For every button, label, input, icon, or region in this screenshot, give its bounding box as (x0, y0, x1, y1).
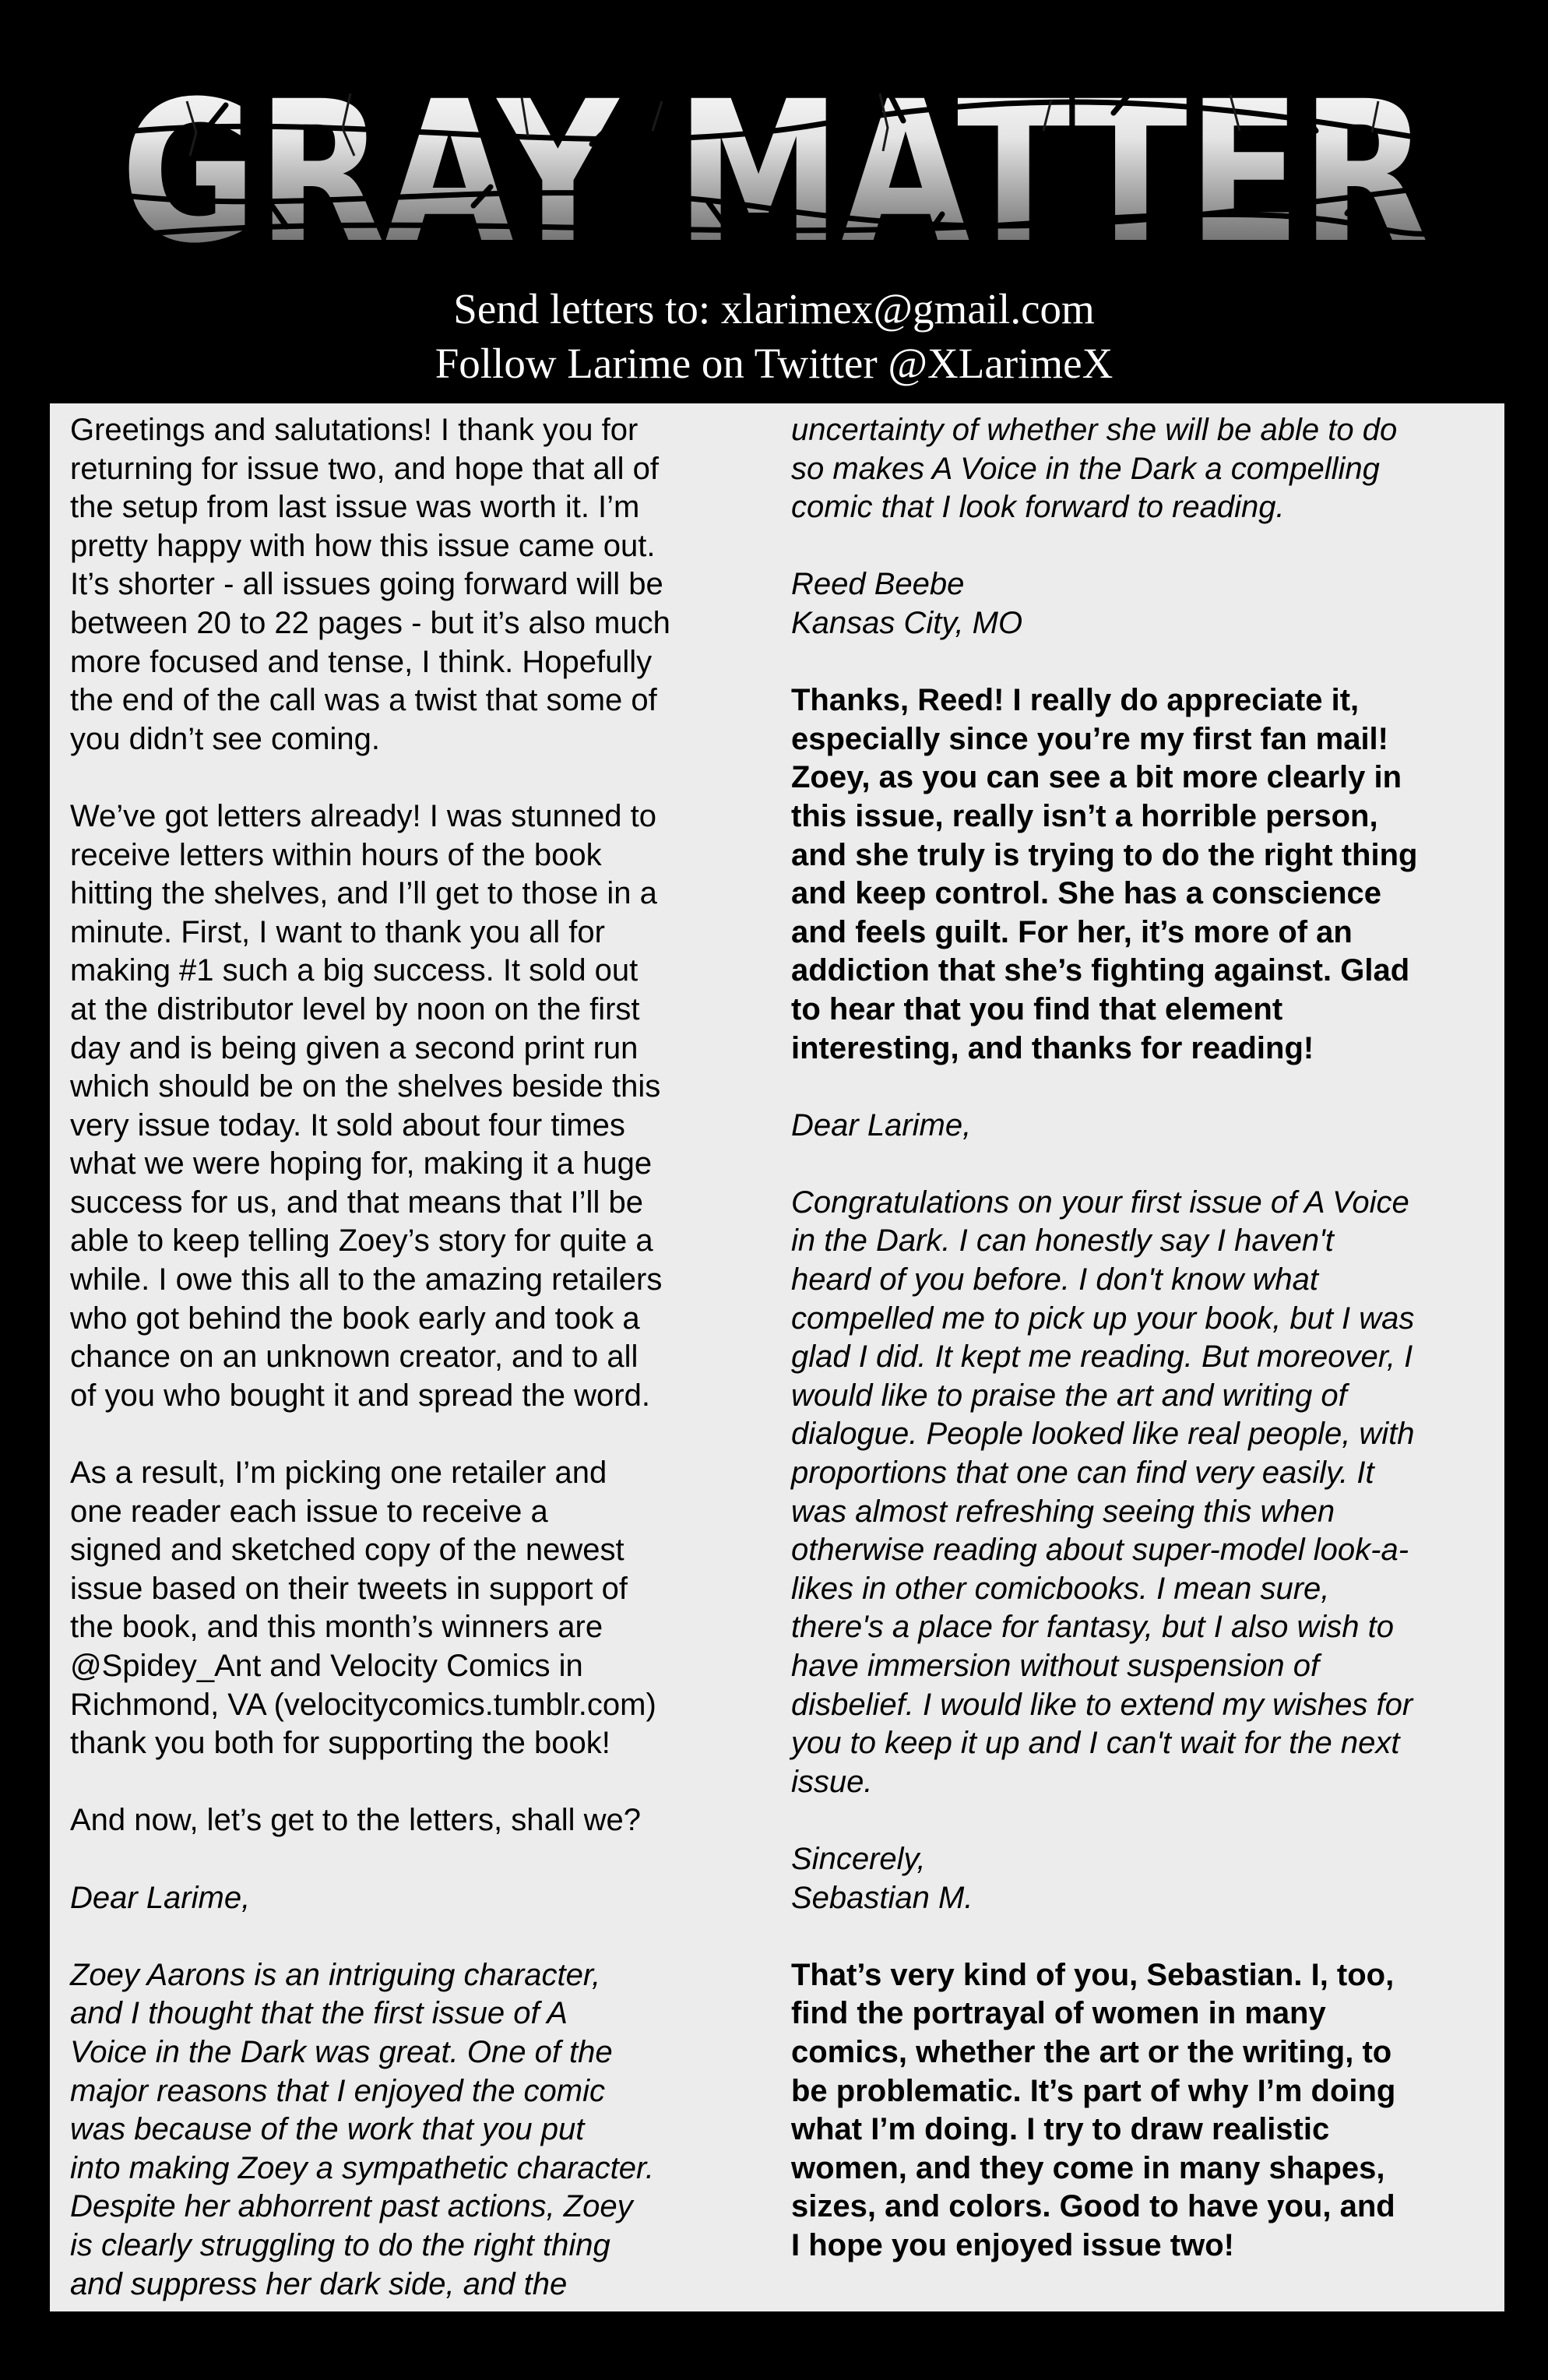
text-line: I hope you enjoyed issue two! (791, 2227, 1234, 2262)
logo-graphic (117, 59, 1433, 286)
text-line: receive letters within hours of the book (70, 837, 602, 872)
reply1-paragraph (791, 681, 1492, 1068)
text-line: and suppress her dark side, and the (70, 2266, 568, 2301)
text-line: one reader each issue to receive a (70, 1494, 548, 1529)
text-line: you didn’t see coming. (70, 721, 381, 756)
reply2-paragraph (791, 1956, 1492, 2266)
text-line: disbelief. I would like to extend my wishes for (791, 1687, 1413, 1722)
contact-info (0, 282, 1548, 391)
contest-paragraph (70, 1454, 771, 1763)
text-line: able to keep telling Zoey’s story for quite a (70, 1223, 653, 1259)
transition-paragraph (70, 1801, 771, 1840)
text-line: was because of the work that you put (70, 2112, 585, 2147)
text-line: signed and sketched copy of the newest (70, 1533, 624, 1568)
page-header (0, 0, 1548, 403)
text-line: and I thought that the first issue of A (70, 1996, 568, 2031)
letter2-body (791, 1184, 1492, 1802)
letter2-signature (791, 1840, 1492, 1917)
text-line: Voice in the Dark was great. One of the (70, 2034, 613, 2069)
text-line: especially since you’re my first fan mail! (791, 721, 1388, 756)
text-line: dialogue. People looked like real people, with (791, 1417, 1415, 1452)
text-line: Sincerely, (791, 1841, 926, 1876)
text-line: and keep control. She has a conscience (791, 876, 1382, 911)
text-line: is clearly struggling to do the right thing (70, 2227, 610, 2262)
text-line: addiction that she’s fighting against. Glad (791, 953, 1410, 988)
text-line: Dear Larime, (70, 1880, 251, 1915)
text-line: into making Zoey a sympathetic character. (70, 2150, 654, 2185)
text-line: more focused and tense, I think. Hopefully (70, 644, 653, 679)
contact-email-line: Send letters to: xlarimex@gmail.com (453, 285, 1095, 333)
text-line: That’s very kind of you, Sebastian. I, too, (791, 1957, 1395, 1992)
text-line: who got behind the book early and took a (70, 1301, 640, 1336)
text-line: the setup from last issue was worth it. I’m (70, 490, 640, 525)
text-line: Dear Larime, (791, 1107, 972, 1142)
letter1-body (70, 1956, 771, 2304)
text-line: was almost refreshing seeing this when (791, 1494, 1335, 1529)
text-line: what I’m doing. I try to draw realistic (791, 2112, 1330, 2147)
letter1-signature (791, 565, 1492, 643)
text-line: women, and they come in many shapes, (791, 2150, 1385, 2185)
text-line: Zoey Aarons is an intriguing character, (70, 1957, 601, 1992)
left-column (70, 411, 771, 2304)
text-line: uncertainty of whether she will be able to do (791, 413, 1398, 447)
text-line: comics, whether the art or the writing, to (791, 2034, 1392, 2069)
text-line: and feels guilt. For her, it’s more of an (791, 914, 1353, 949)
text-line: And now, let’s get to the letters, shall we? (70, 1803, 642, 1838)
text-line: have immersion without suspension of (791, 1649, 1320, 1683)
text-line: Congratulations on your first issue of A Voice (791, 1185, 1409, 1220)
text-line: hitting the shelves, and I’ll get to those in a (70, 876, 657, 911)
text-line: @Spidey_Ant and Velocity Comics in (70, 1649, 583, 1683)
text-line: It’s shorter - all issues going forward will be (70, 567, 663, 602)
text-line: compelled me to pick up your book, but I was (791, 1301, 1415, 1336)
intro-paragraph (70, 411, 771, 759)
letter2-salutation (791, 1107, 1492, 1146)
letter1-salutation (70, 1879, 771, 1918)
text-line: Sebastian M. (791, 1880, 973, 1915)
text-line: As a result, I’m picking one retailer and (70, 1456, 607, 1491)
text-line: Despite her abhorrent past actions, Zoey (70, 2189, 633, 2224)
text-line: and she truly is trying to do the right thing (791, 837, 1418, 872)
text-line: which should be on the shelves beside this (70, 1069, 661, 1104)
text-line: Kansas City, MO (791, 605, 1023, 640)
text-line: to hear that you find that element (791, 991, 1283, 1026)
letter1-body-continued (791, 411, 1492, 527)
text-line: be problematic. It’s part of why I’m doing (791, 2073, 1396, 2108)
text-line: what we were hoping for, making it a huge (70, 1146, 653, 1181)
contact-twitter-line: Follow Larime on Twitter @XLarimeX (434, 340, 1114, 387)
text-line: day and is being given a second print run (70, 1030, 639, 1065)
text-line: issue. (791, 1764, 873, 1799)
text-line: Greetings and salutations! I thank you for (70, 413, 639, 447)
text-line: issue based on their tweets in support of (70, 1571, 628, 1606)
letters-announcement-paragraph (70, 797, 771, 1416)
text-line: likes in other comicbooks. I mean sure, (791, 1571, 1330, 1606)
text-line: Reed Beebe (791, 567, 965, 602)
text-line: major reasons that I enjoyed the comic (70, 2073, 606, 2108)
text-line: thank you both for supporting the book! (70, 1726, 610, 1761)
text-line: glad I did. It kept me reading. But moreover, I (791, 1340, 1413, 1375)
text-line: interesting, and thanks for reading! (791, 1030, 1314, 1065)
text-line: chance on an unknown creator, and to all (70, 1340, 639, 1375)
text-line: Zoey, as you can see a bit more clearly in (791, 760, 1402, 795)
text-line: Thanks, Reed! I really do appreciate it, (791, 683, 1360, 718)
text-line: you to keep it up and I can't wait for the next (791, 1726, 1400, 1761)
text-line: while. I owe this all to the amazing retailers (70, 1262, 663, 1297)
text-line: between 20 to 22 pages - but it’s also much (70, 605, 670, 640)
logo-text: GRAY MATTER (121, 59, 1429, 286)
gray-matter-logo (117, 59, 1433, 286)
text-line: proportions that one can find very easily. It (791, 1456, 1374, 1491)
text-line: of you who bought it and spread the word. (70, 1378, 650, 1413)
text-line: returning for issue two, and hope that all of (70, 451, 660, 486)
text-line: sizes, and colors. Good to have you, and (791, 2189, 1395, 2224)
text-line: the book, and this month’s winners are (70, 1610, 603, 1645)
text-line: We’ve got letters already! I was stunned to (70, 798, 656, 833)
letters-panel (50, 403, 1504, 2311)
text-line: otherwise reading about super-model look-a- (791, 1533, 1409, 1568)
text-line: this issue, really isn’t a horrible person, (791, 798, 1378, 833)
text-line: at the distributor level by noon on the first (70, 991, 640, 1026)
text-line: so makes A Voice in the Dark a compelling (791, 451, 1380, 486)
text-line: the end of the call was a twist that some of (70, 683, 657, 718)
text-line: would like to praise the art and writing of (791, 1378, 1347, 1413)
text-line: in the Dark. I can honestly say I haven't (791, 1223, 1334, 1259)
right-column (791, 411, 1492, 2266)
text-line: heard of you before. I don't know what (791, 1262, 1318, 1297)
text-line: Richmond, VA (velocitycomics.tumblr.com) (70, 1687, 656, 1722)
text-line: minute. First, I want to thank you all for (70, 914, 605, 949)
text-line: comic that I look forward to reading. (791, 490, 1285, 525)
text-line: find the portrayal of women in many (791, 1996, 1326, 2031)
text-line: making #1 such a big success. It sold out (70, 953, 639, 988)
text-line: there's a place for fantasy, but I also wish to (791, 1610, 1394, 1645)
text-line: very issue today. It sold about four times (70, 1107, 625, 1142)
text-line: pretty happy with how this issue came out. (70, 528, 656, 563)
text-line: success for us, and that means that I’ll be (70, 1185, 643, 1220)
